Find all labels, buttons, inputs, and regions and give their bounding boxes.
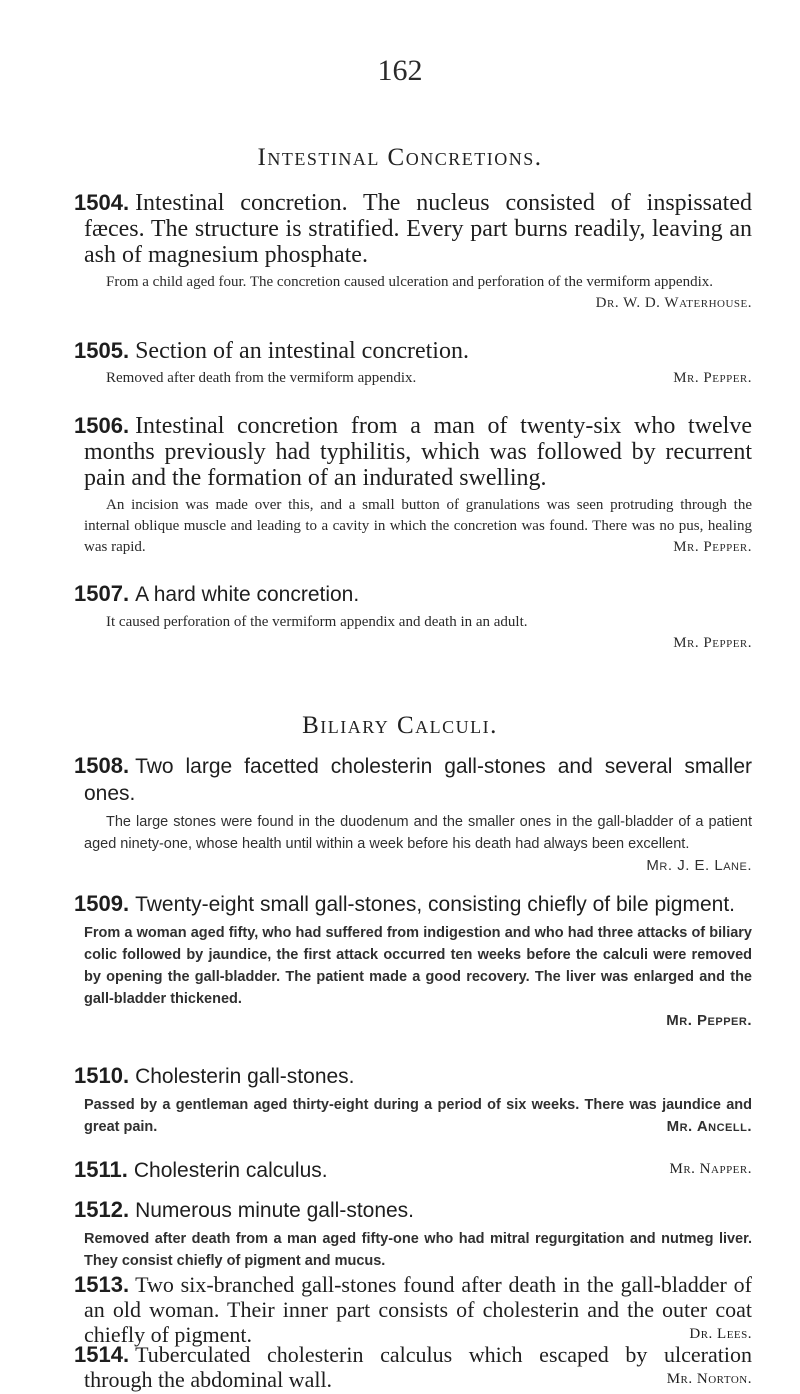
entry-title-text: Two large facetted cholesterin gall-stones and several smaller ones. (84, 755, 752, 805)
entry-number: 1510. (74, 1063, 130, 1088)
entry-author: Mr. J. E. Lane. (646, 857, 752, 874)
entry-1510 (62, 1062, 752, 1138)
entry-title (62, 1272, 752, 1347)
entry-number: 1504. (74, 190, 130, 215)
entry-note-text: Removed after death from the vermiform appendix. (106, 370, 417, 386)
entry-number: 1511. (74, 1157, 128, 1182)
entry-1504 (62, 190, 752, 314)
entry-title-text: Two six-branched gall-stones found after death in the gall-bladder of an old woman. Their inner part consists of cholesterin and the outer coat chiefly of pigment. (84, 1272, 752, 1347)
entry-title (62, 190, 752, 268)
entry-title-text: Section of an intestinal concretion. (135, 338, 469, 364)
entry-number: 1506. (74, 413, 130, 438)
page-number: 162 (377, 54, 423, 87)
entry-note (62, 922, 752, 1032)
section-title-intestinal-concretions: Intestinal Concretions. (257, 144, 543, 171)
entry-title-text: Twenty-eight small gall-stones, consisting chiefly of bile pigment. (135, 893, 736, 916)
entry-1508 (62, 752, 752, 877)
entry-title (62, 1062, 752, 1090)
entry-number: 1509. (74, 891, 130, 916)
entry-number: 1507. (74, 581, 130, 606)
entry-1505 (62, 338, 752, 389)
entry-note-text: An incision was made over this, and a small button of granulations was seen protruding through the internal oblique muscle and leading to a cavity in which the concretion was found. There was no pus, healing was rapid. (84, 497, 752, 555)
entry-author: Mr. Pepper. (673, 370, 752, 386)
entry-note (62, 612, 752, 654)
entry-title (62, 752, 752, 807)
entry-title-text: Tuberculated cholesterin calculus which escaped by ulceration through the abdominal wall. (84, 1342, 752, 1392)
entry-note (62, 1228, 752, 1272)
entry-1514 (62, 1342, 752, 1392)
entry-author: Mr. Ancell. (666, 1118, 752, 1135)
entry-note-text: Removed after death from a man aged fifty-one who had mitral regurgitation and nutmeg liver. They consist chiefly of pigment and mucus. (84, 1231, 752, 1269)
entry-number: 1513. (74, 1272, 130, 1297)
entry-note-text: It caused perforation of the vermiform appendix and death in an adult. (106, 614, 528, 630)
entry-author: Mr. Pepper. (673, 539, 752, 555)
entry-note (62, 495, 752, 558)
entry-note (62, 1094, 752, 1138)
entry-title (62, 890, 752, 918)
entry-number: 1514. (74, 1342, 130, 1367)
entry-title (62, 580, 752, 608)
entry-title-text: Numerous minute gall-stones. (135, 1199, 415, 1222)
entry-note (62, 811, 752, 874)
entry-note (62, 368, 752, 389)
entry-author: Dr. Lees. (689, 1326, 752, 1342)
entry-author: Mr. Napper. (669, 1161, 752, 1177)
entry-note-text: From a child aged four. The concretion caused ulceration and perforation of the vermiform appendix. (106, 274, 714, 290)
entry-title (62, 1342, 752, 1392)
entry-1507 (62, 580, 752, 654)
entry-author: Mr. Pepper. (673, 635, 752, 651)
entry-1513 (62, 1272, 752, 1347)
entry-note-text: The large stones were found in the duodenum and the smaller ones in the gall-bladder of a patient aged ninety-one, whose health until within a week before his death had always been excellent. (84, 814, 752, 852)
entry-title (62, 338, 752, 364)
entry-author: Mr. Norton. (666, 1371, 752, 1387)
entry-number: 1505. (74, 338, 130, 363)
entry-title-text: Intestinal concretion from a man of twenty-six who twelve months previously had typhilitis, which was followed by recurrent pain and the formation of an indurated swelling. (84, 413, 752, 491)
entry-title-text: Intestinal concretion. The nucleus consisted of inspissated fæces. The structure is stratified. Every part burns readily, leaving an ash of magnesium phosphate. (84, 190, 752, 268)
entry-note (62, 272, 752, 311)
entry-title (62, 1196, 752, 1224)
entry-number: 1512. (74, 1197, 130, 1222)
entry-1506 (62, 413, 752, 558)
entry-1511 (62, 1156, 752, 1184)
entry-note-text: From a woman aged fifty, who had suffered from indigestion and who had three attacks of biliary colic followed by jaundice, the first attack occurred ten weeks before the calculi were removed by opening the gall-bladder. The patient made a good recovery. The liver was enlarged and the gall-bladder thickened. (84, 925, 752, 1007)
entry-title-text: A hard white concretion. (135, 583, 360, 606)
section-title-biliary-calculi: Biliary Calculi. (302, 712, 498, 739)
entry-number: 1508. (74, 753, 130, 778)
entry-title-text: Cholesterin calculus. (133, 1159, 328, 1182)
entry-title (62, 413, 752, 491)
entry-title-text: Cholesterin gall-stones. (135, 1065, 355, 1088)
entry-author: Mr. Pepper. (666, 1012, 752, 1029)
entry-note-text: Passed by a gentleman aged thirty-eight during a period of six weeks. There was jaundice and great pain. (84, 1097, 752, 1135)
entry-author: Dr. W. D. Waterhouse. (595, 295, 752, 311)
entry-title (62, 1156, 752, 1184)
entry-1509 (62, 890, 752, 1032)
entry-1512 (62, 1196, 752, 1272)
